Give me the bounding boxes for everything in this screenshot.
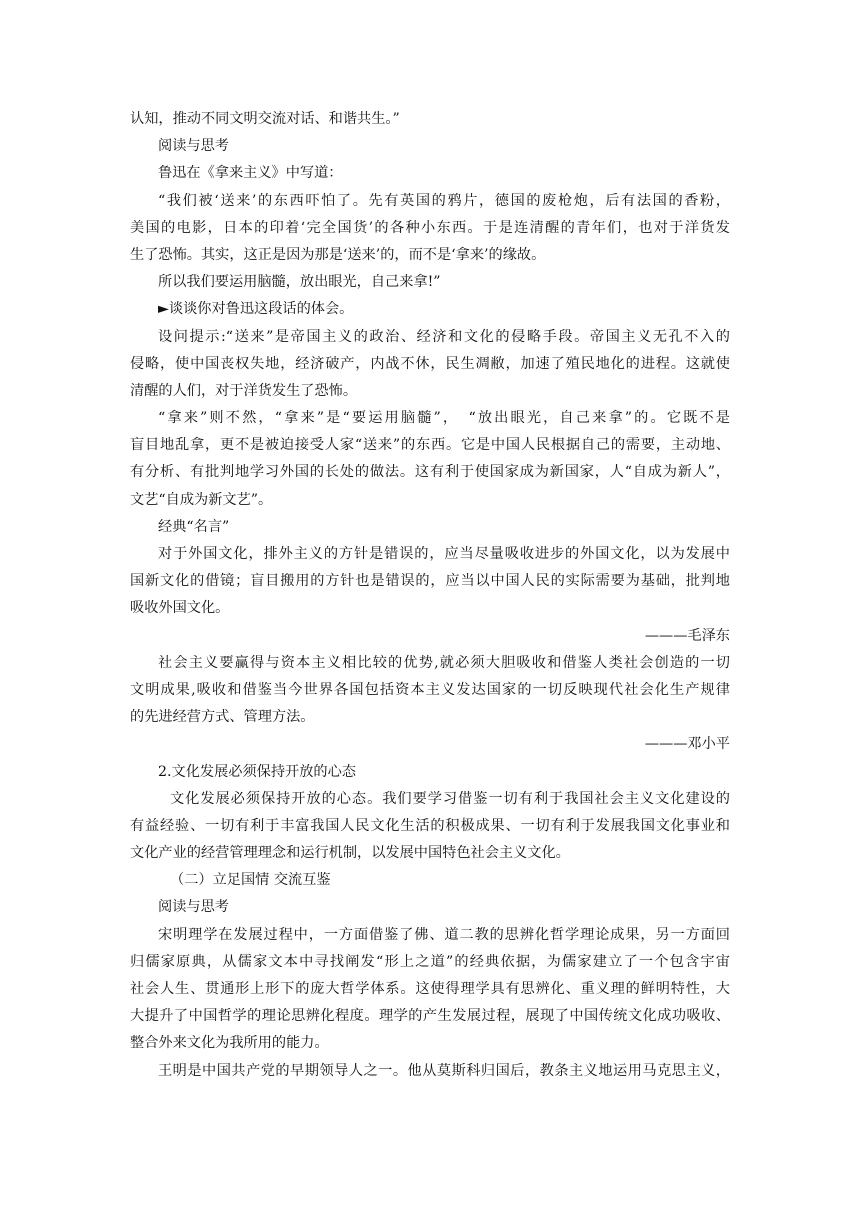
- paragraph-line: 大提升了中国哲学的理论思辨化程度。理学的产生发展过程，展现了中国传统文化成功吸收、: [130, 1008, 730, 1025]
- paragraph-line: 王明是中国共产党的早期领导人之一。他从莫斯科归国后，教条主义地运用马克思主义，: [158, 1062, 730, 1079]
- paragraph-line: 国新文化的借镜；盲目搬用的方针也是错误的，应当以中国人民的实际需要为基础，批判地: [130, 573, 730, 590]
- paragraph-line: “拿来”则不然，“拿来”是“要运用脑髓”， “放出眼光，自己来拿”的。它既不是: [158, 410, 730, 427]
- attribution: ———毛泽东: [644, 627, 730, 644]
- quote-line: 所以我们要运用脑髓，放出眼光，自己来拿!”: [158, 274, 441, 291]
- section-heading: 阅读与思考: [158, 138, 229, 155]
- paragraph-line: 盲目地乱拿，更不是被迫接受人家“送来”的东西。它是中国人民根据自己的需要，主动地、: [130, 437, 730, 454]
- document-body: [130, 106, 730, 1085]
- paragraph-line: 有分析、有批判地学习外国的长处的做法。这有利于使国家成为新国家，人“自成为新人”，: [130, 464, 730, 481]
- paragraph-line: 整合外来文化为我所用的能力。: [130, 1035, 329, 1052]
- paragraph-line: 文化发展必须保持开放的心态。我们要学习借鉴一切有利于我国社会主义文化建设的: [170, 790, 730, 807]
- paragraph-line: 社会主义要赢得与资本主义相比较的优势,就必须大胆吸收和借鉴人类社会创造的一切: [158, 654, 730, 671]
- paragraph-line: 的先进经营方式、管理方法。: [130, 709, 315, 726]
- section-heading: 阅读与思考: [158, 899, 229, 916]
- quote-line: 美国的电影，日本的印着‘完全国货’的各种小东西。于是连清醒的青年们，也对于洋货发: [130, 219, 730, 236]
- paragraph-line: 文艺“自成为新文艺”。: [130, 491, 273, 508]
- paragraph-line: 吸收外国文化。: [130, 600, 230, 617]
- section-heading: 经典“名言”: [158, 518, 230, 535]
- section-heading: （二）立足国情 交流互鉴: [170, 872, 331, 889]
- paragraph-line: 文明成果,吸收和借鉴当今世界各国包括资本主义发达国家的一切反映现代社会化生产规律: [130, 681, 730, 698]
- paragraph-line: 社会人生、贯通形上形下的庞大哲学体系。这使得理学具有思辨化、重义理的鲜明特性，大: [130, 981, 730, 997]
- question-line: ►谈谈你对鲁迅这段话的体会。: [158, 301, 354, 318]
- attribution: ———邓小平: [644, 736, 730, 753]
- section-heading: 2.文化发展必须保持开放的心态: [158, 763, 356, 780]
- paragraph-line: 有益经验、一切有利于丰富我国人民文化生活的积极成果、一切有利于发展我国文化事业和: [130, 817, 730, 834]
- paragraph-line: 宋明理学在发展过程中，一方面借鉴了佛、道二教的思辨化哲学理论成果，另一方面回: [158, 926, 730, 943]
- paragraph-line: 鲁迅在《拿来主义》中写道：: [158, 165, 343, 182]
- paragraph-line: 清醒的人们，对于洋货发生了恐怖。: [130, 382, 358, 399]
- quote-line: 生了恐怖。其实，这正是因为那是‘送来’的，而不是‘拿来’的缘故。: [130, 246, 546, 263]
- paragraph-line: 设问提示:“送来”是帝国主义的政治、经济和文化的侵略手段。帝国主义无孔不入的: [158, 328, 730, 345]
- paragraph-line: 认知，推动不同文明交流对话、和谐共生。”: [130, 111, 400, 127]
- paragraph-line: 对于外国文化，排外主义的方针是错误的，应当尽量吸收进步的外国文化，以为发展中: [158, 546, 730, 562]
- paragraph-line: 侵略，使中国丧权失地，经济破产，内战不休，民生凋敝，加速了殖民地化的进程。这就使: [130, 355, 730, 372]
- paragraph-line: 归儒家原典，从儒家文本中寻找阐发“形上之道”的经典依据，为儒家建立了一个包含宇宙: [130, 953, 730, 970]
- quote-line: “我们被‘送来’的东西吓怕了。先有英国的鸦片，德国的废枪炮，后有法国的香粉，: [158, 192, 730, 209]
- paragraph-line: 文化产业的经营管理理念和运行机制，以发展中国特色社会主义文化。: [130, 845, 570, 862]
